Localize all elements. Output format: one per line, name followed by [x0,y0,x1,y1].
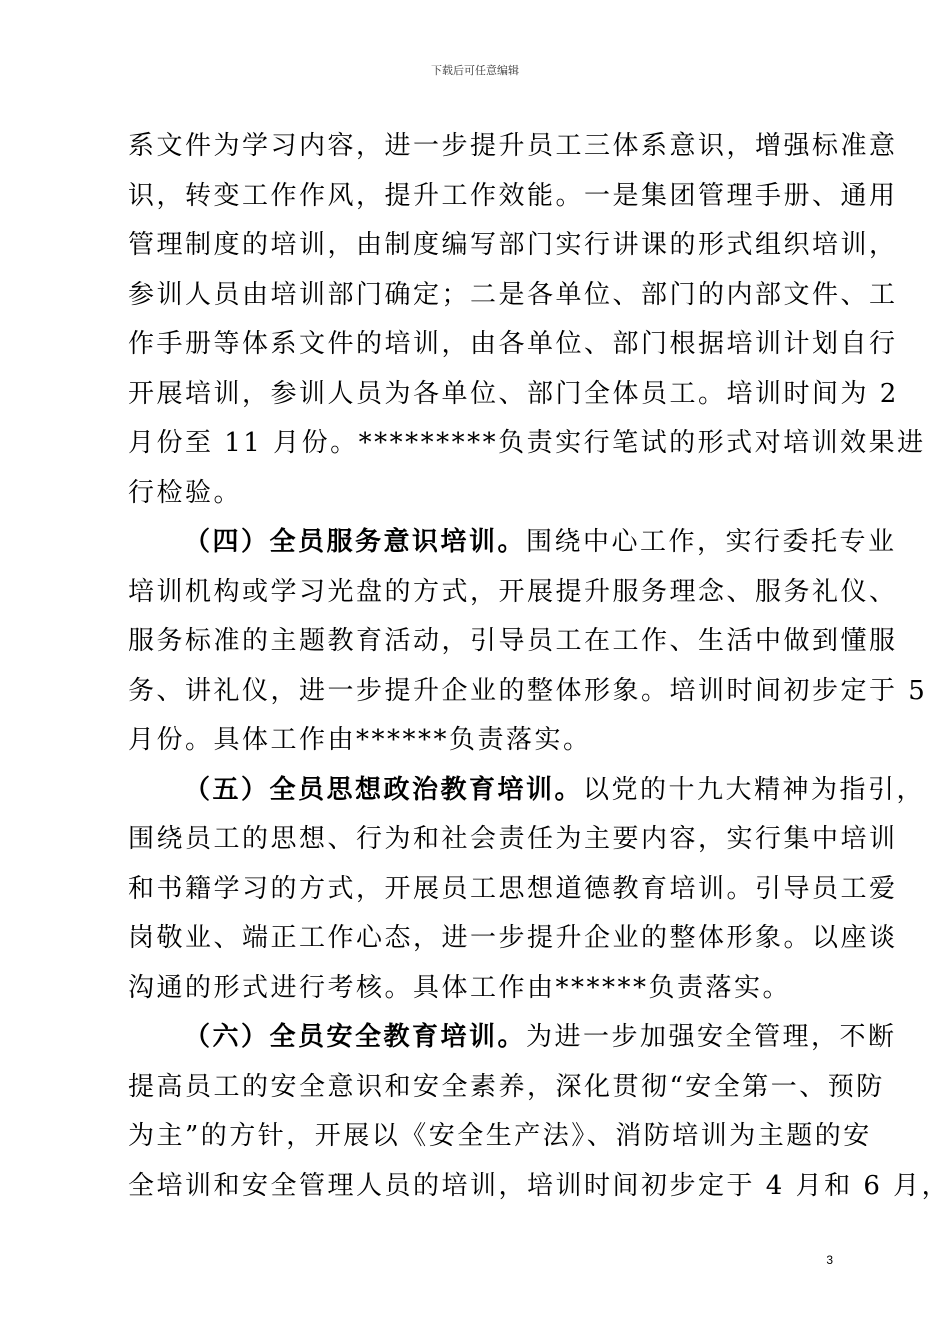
text-line [128,1162,950,1212]
section-heading: （六）全员安全教育培训。 [184,1022,527,1052]
page-number: 3 [826,1253,833,1267]
text-run: 月份。具体工作由******负责落实。 [128,725,592,755]
text-line [128,172,898,222]
text-run: 为进一步加强安全管理，不断 [526,1022,897,1052]
body-text [128,122,950,1211]
text-line [128,964,828,1014]
text-run: 培训机构或学习光盘的方式，开展提升服务理念、服务礼仪、 [128,576,898,607]
text-run: 作手册等体系文件的培训，由各单位、部门根据培训计划自行 [128,329,898,359]
text-line [128,1112,872,1162]
text-run: 服务标准的主题教育活动，引导员工在工作、生活中做到懂服 [128,626,898,656]
text-line [128,815,898,865]
text-run: 参训人员由培训部门确定；二是各单位、部门的内部文件、工 [128,279,898,310]
text-run: 管理制度的培训，由制度编写部门实行讲课的形式组织培训， [128,230,898,260]
text-run: 全培训和安全管理人员的培训，培训时间初步定于 4 月和 6 月， [128,1170,950,1201]
text-run: 月份至 11 月份。*********负责实行笔试的形式对培训效果进 [128,428,926,458]
text-run: 行检验。 [128,477,243,508]
text-line [128,419,926,469]
section-heading: （五）全员思想政治教育培训。 [184,774,584,805]
text-run: 岗敬业、端正工作心态，进一步提升企业的整体形象。以座谈 [128,923,898,953]
paragraph-start-line [128,518,897,568]
paragraph-start-line [128,766,926,816]
text-run: 以党的十九大精神为指引， [583,774,926,805]
text-run: 系文件为学习内容，进一步提升员工三体系意识，增强标准意 [128,131,898,161]
text-line [128,320,898,370]
text-line [128,716,828,766]
text-run: 为主”的方针，开展以《安全生产法》、消防培训为主题的安 [128,1121,872,1151]
text-line [128,370,899,420]
page-header: 下载后可任意编辑 [431,64,519,77]
text-run: 务、讲礼仪，进一步提升企业的整体形象。培训时间初步定于 5 [128,675,928,706]
text-line [128,865,898,915]
text-run: 提高员工的安全意识和安全素养，深化贯彻“安全第一、预防 [128,1071,885,1102]
text-run: 围绕员工的思想、行为和社会责任为主要内容，实行集中培训 [128,824,898,854]
text-line [128,1063,885,1113]
text-line [128,122,898,172]
text-line [128,271,898,321]
text-run: 识，转变工作作风，提升工作效能。一是集团管理手册、通用 [128,180,898,211]
paragraph-start-line [128,1013,897,1063]
text-run: 沟通的形式进行考核。具体工作由******负责落实。 [128,972,792,1003]
text-line [128,667,928,717]
text-line [128,469,828,519]
text-line [128,617,898,667]
text-line [128,568,898,618]
text-line [128,914,898,964]
text-run: 开展培训，参训人员为各单位、部门全体员工。培训时间为 2 [128,378,899,409]
text-line [128,221,898,271]
text-run: 和书籍学习的方式，开展员工思想道德教育培训。引导员工爱 [128,873,898,904]
section-heading: （四）全员服务意识培训。 [184,527,527,557]
text-run: 围绕中心工作，实行委托专业 [526,527,897,557]
